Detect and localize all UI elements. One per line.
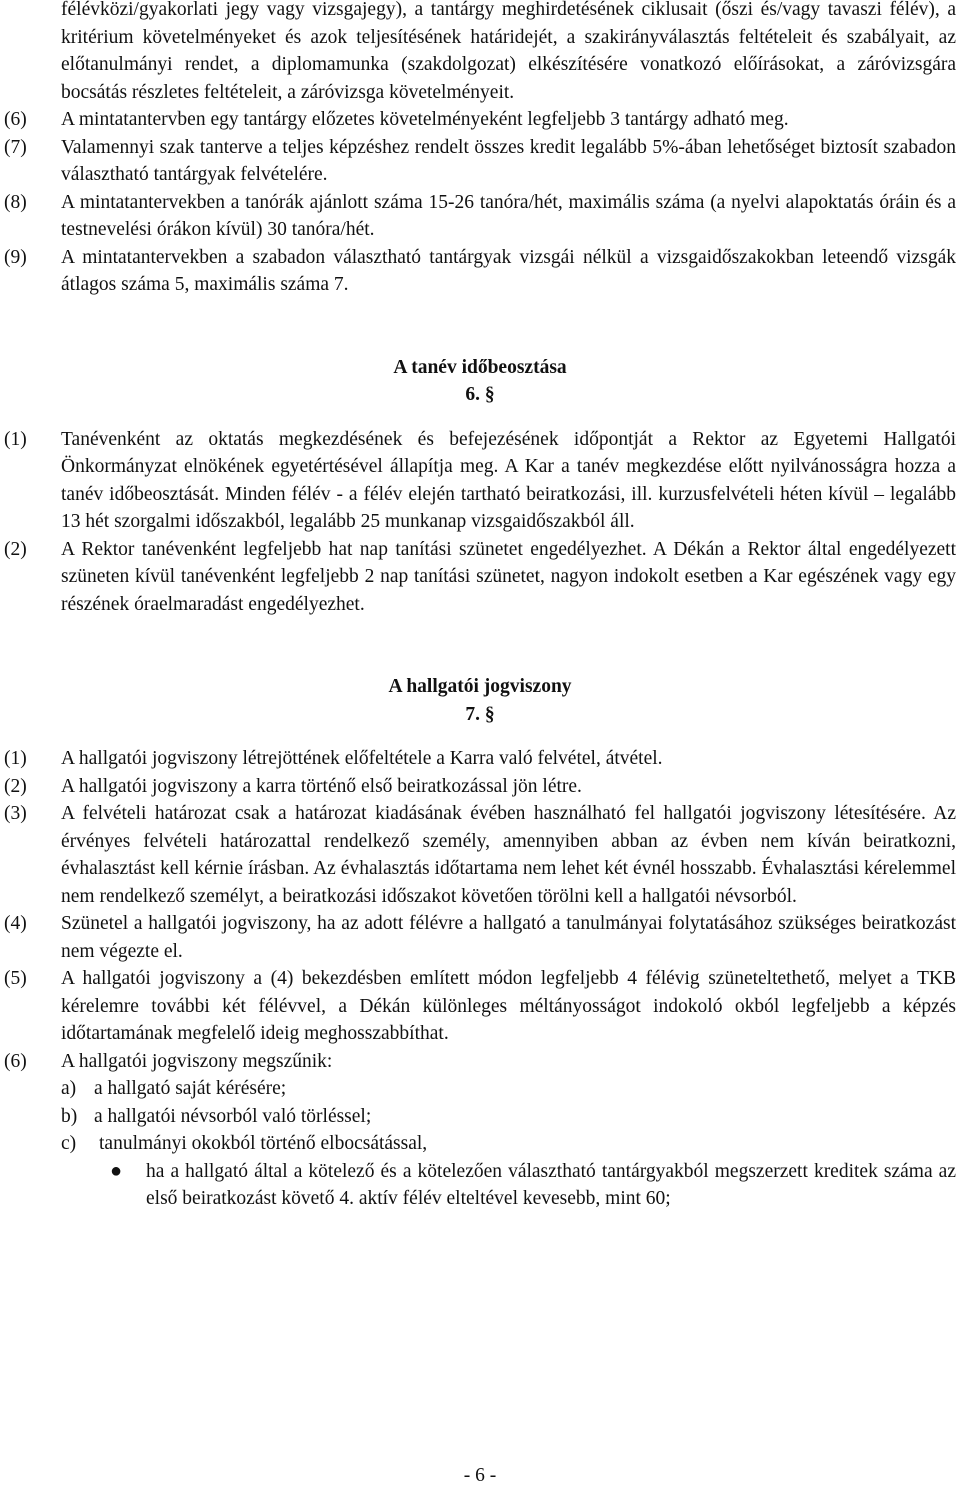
list-text: a hallgatói névsorból való törléssel; (94, 1105, 372, 1127)
paragraph-text: A mintatantervben egy tantárgy előzetes követelményeként legfeljebb 3 tantárgy adható meg. (61, 109, 789, 130)
paragraph-number: (2) (4, 538, 27, 560)
paragraph-7-1 (0, 745, 960, 773)
paragraph-text: A mintatantervekben a tanórák ajánlott száma 15-26 tanóra/hét, maximális száma (a nyelvi alapoktatás óráin és a testnevelési órákon kívül) 30 tanóra/hét. (61, 191, 956, 240)
paragraph-6-2 (0, 536, 960, 619)
paragraph-text: A hallgatói jogviszony a karra történő első beiratkozással jön létre. (61, 775, 582, 797)
paragraph-text: A mintatantervekben a szabadon választható tantárgyak vizsgái nélkül a vizsgaidőszakokban leteendő vizsgák átlagos száma 5, maximális száma 7. (61, 246, 956, 295)
paragraph-number: (8) (4, 191, 27, 213)
paragraph-7-5 (0, 965, 960, 1048)
paragraph-5-6 (0, 106, 960, 134)
paragraph-number: (2) (4, 775, 27, 797)
page-number: - 6 - (463, 1465, 497, 1486)
section-7-title: A hallgatói jogviszony (388, 676, 572, 697)
paragraph-text: Szünetel a hallgatói jogviszony, ha az adott félévre a hallgató a tanulmányai folytatásához szükséges beiratkozást nem végezte el. (61, 913, 956, 962)
paragraph-5-7 (0, 134, 960, 189)
paragraph-number: (4) (4, 913, 27, 934)
paragraph-number: (6) (4, 109, 27, 130)
paragraph-text: A hallgatói jogviszony létrejöttének előfeltétele a Karra való felvétel, átvétel. (61, 748, 663, 769)
paragraph-number: (9) (4, 246, 27, 268)
bullet-item (0, 1158, 960, 1213)
bullet-icon: ● (110, 1159, 123, 1182)
bullet-text: ha a hallgató által a kötelező és a kötelezően választható tantárgyakból megszerzett kreditek száma az első beiratkozást követő 4. aktív félév elteltével kevesebb, mint 60; (146, 1160, 956, 1209)
paragraph-5-9 (0, 244, 960, 299)
list-text: a hallgató saját kérésére; (94, 1078, 287, 1099)
list-label: c) (61, 1133, 77, 1154)
paragraph-number: (1) (4, 428, 27, 450)
paragraph-number: (3) (4, 803, 27, 824)
section-7-number: 7. § (465, 703, 495, 725)
paragraph-7-2 (0, 773, 960, 801)
paragraph-text: A felvételi határozat csak a határozat kiadásának évében használható fel hallgatói jogviszony létesítésére. Az érvényes felvételi határozattal rendelkező személy, amennyiben abban az évben nem kíván beiratkozni, évhalasztást kell kérnie írásban. Az évhalasztás időtartama nem lehet két évnél hosszabb. Évhalasztási kérelemmel nem rendelkező személyt, a beiratkozási időszakot követően törölni kell a hallgatói névsorból. (61, 803, 956, 907)
paragraph-text: Tanévenként az oktatás megkezdésének és befejezésének időpontját a Rektor az Egyetemi Hallgatói Önkormányzat elnökének egyetértésével állapítja meg. A Kar a tanév megkezdése előtt nyilvánosságra hozza a tanév időbeosztását. Minden félév - a félév elején tartható beiratkozási, ill. kurzusfelvételi héten kívül – legalább 13 hét szorgalmi időszakból, legalább 25 munkanap vizsgaidőszakból áll. (61, 428, 956, 532)
paragraph-text: A hallgatói jogviszony a (4) bekezdésben említett módon legfeljebb 4 félévig szüneteltethető, melyet a TKB kérelemre további két félévvel, a Dékán különleges méltányosságot indokoló okból legfeljebb a képzés időtartamának megfelelő ideig meghosszabbíthat. (61, 968, 956, 1044)
paragraph-number: (5) (4, 968, 27, 989)
list-text: tanulmányi okokból történő elbocsátással, (99, 1133, 428, 1154)
intro-continuation: félévközi/gyakorlati jegy vagy vizsgajegy), a tantárgy meghirdetésének ciklusait (őszi és/vagy tavaszi félév), a kritérium követelményeket és azok teljesítésének határidejét, a szakirányválasztás feltételeit és szabályait, az előtanulmányi rendet, a diplomamunka (szakdolgozat) elkészítésére vonatkozó előírásokat, a záróvizsgára bocsátás részletes feltételeit, a záróvizsga követelményeit. (61, 0, 956, 103)
paragraph-text: A hallgatói jogviszony megszűnik: (61, 1050, 333, 1072)
paragraph-number: (7) (4, 136, 27, 158)
list-item-b (0, 1103, 960, 1131)
paragraph-7-6 (0, 1048, 960, 1076)
section-6-number: 6. § (465, 384, 495, 405)
paragraph-7-3 (0, 800, 960, 910)
paragraph-number: (6) (4, 1050, 27, 1072)
paragraph-5-8 (0, 189, 960, 244)
list-label: a) (61, 1078, 77, 1099)
paragraph-text: Valamennyi szak tanterve a teljes képzéshez rendelt összes kredit legalább 5%-ában lehetőséget biztosít szabadon választható tantárgyak felvételére. (61, 136, 956, 185)
list-item-c (0, 1130, 960, 1158)
paragraph-7-4 (0, 910, 960, 965)
section-6-title: A tanév időbeosztása (393, 356, 567, 378)
paragraph-number: (1) (4, 748, 27, 769)
paragraph-text: A Rektor tanévenként legfeljebb hat nap tanítási szünetet engedélyezhet. A Dékán a Rektor által engedélyezett szüneten kívül tanévenként legfeljebb 2 nap tanítási szünetet, nagyon indokolt esetben a Kar egészének vagy egy részének óraelmaradást engedélyezhet. (61, 538, 956, 615)
list-label: b) (61, 1105, 78, 1127)
paragraph-6-1 (0, 426, 960, 536)
list-item-a (0, 1075, 960, 1103)
